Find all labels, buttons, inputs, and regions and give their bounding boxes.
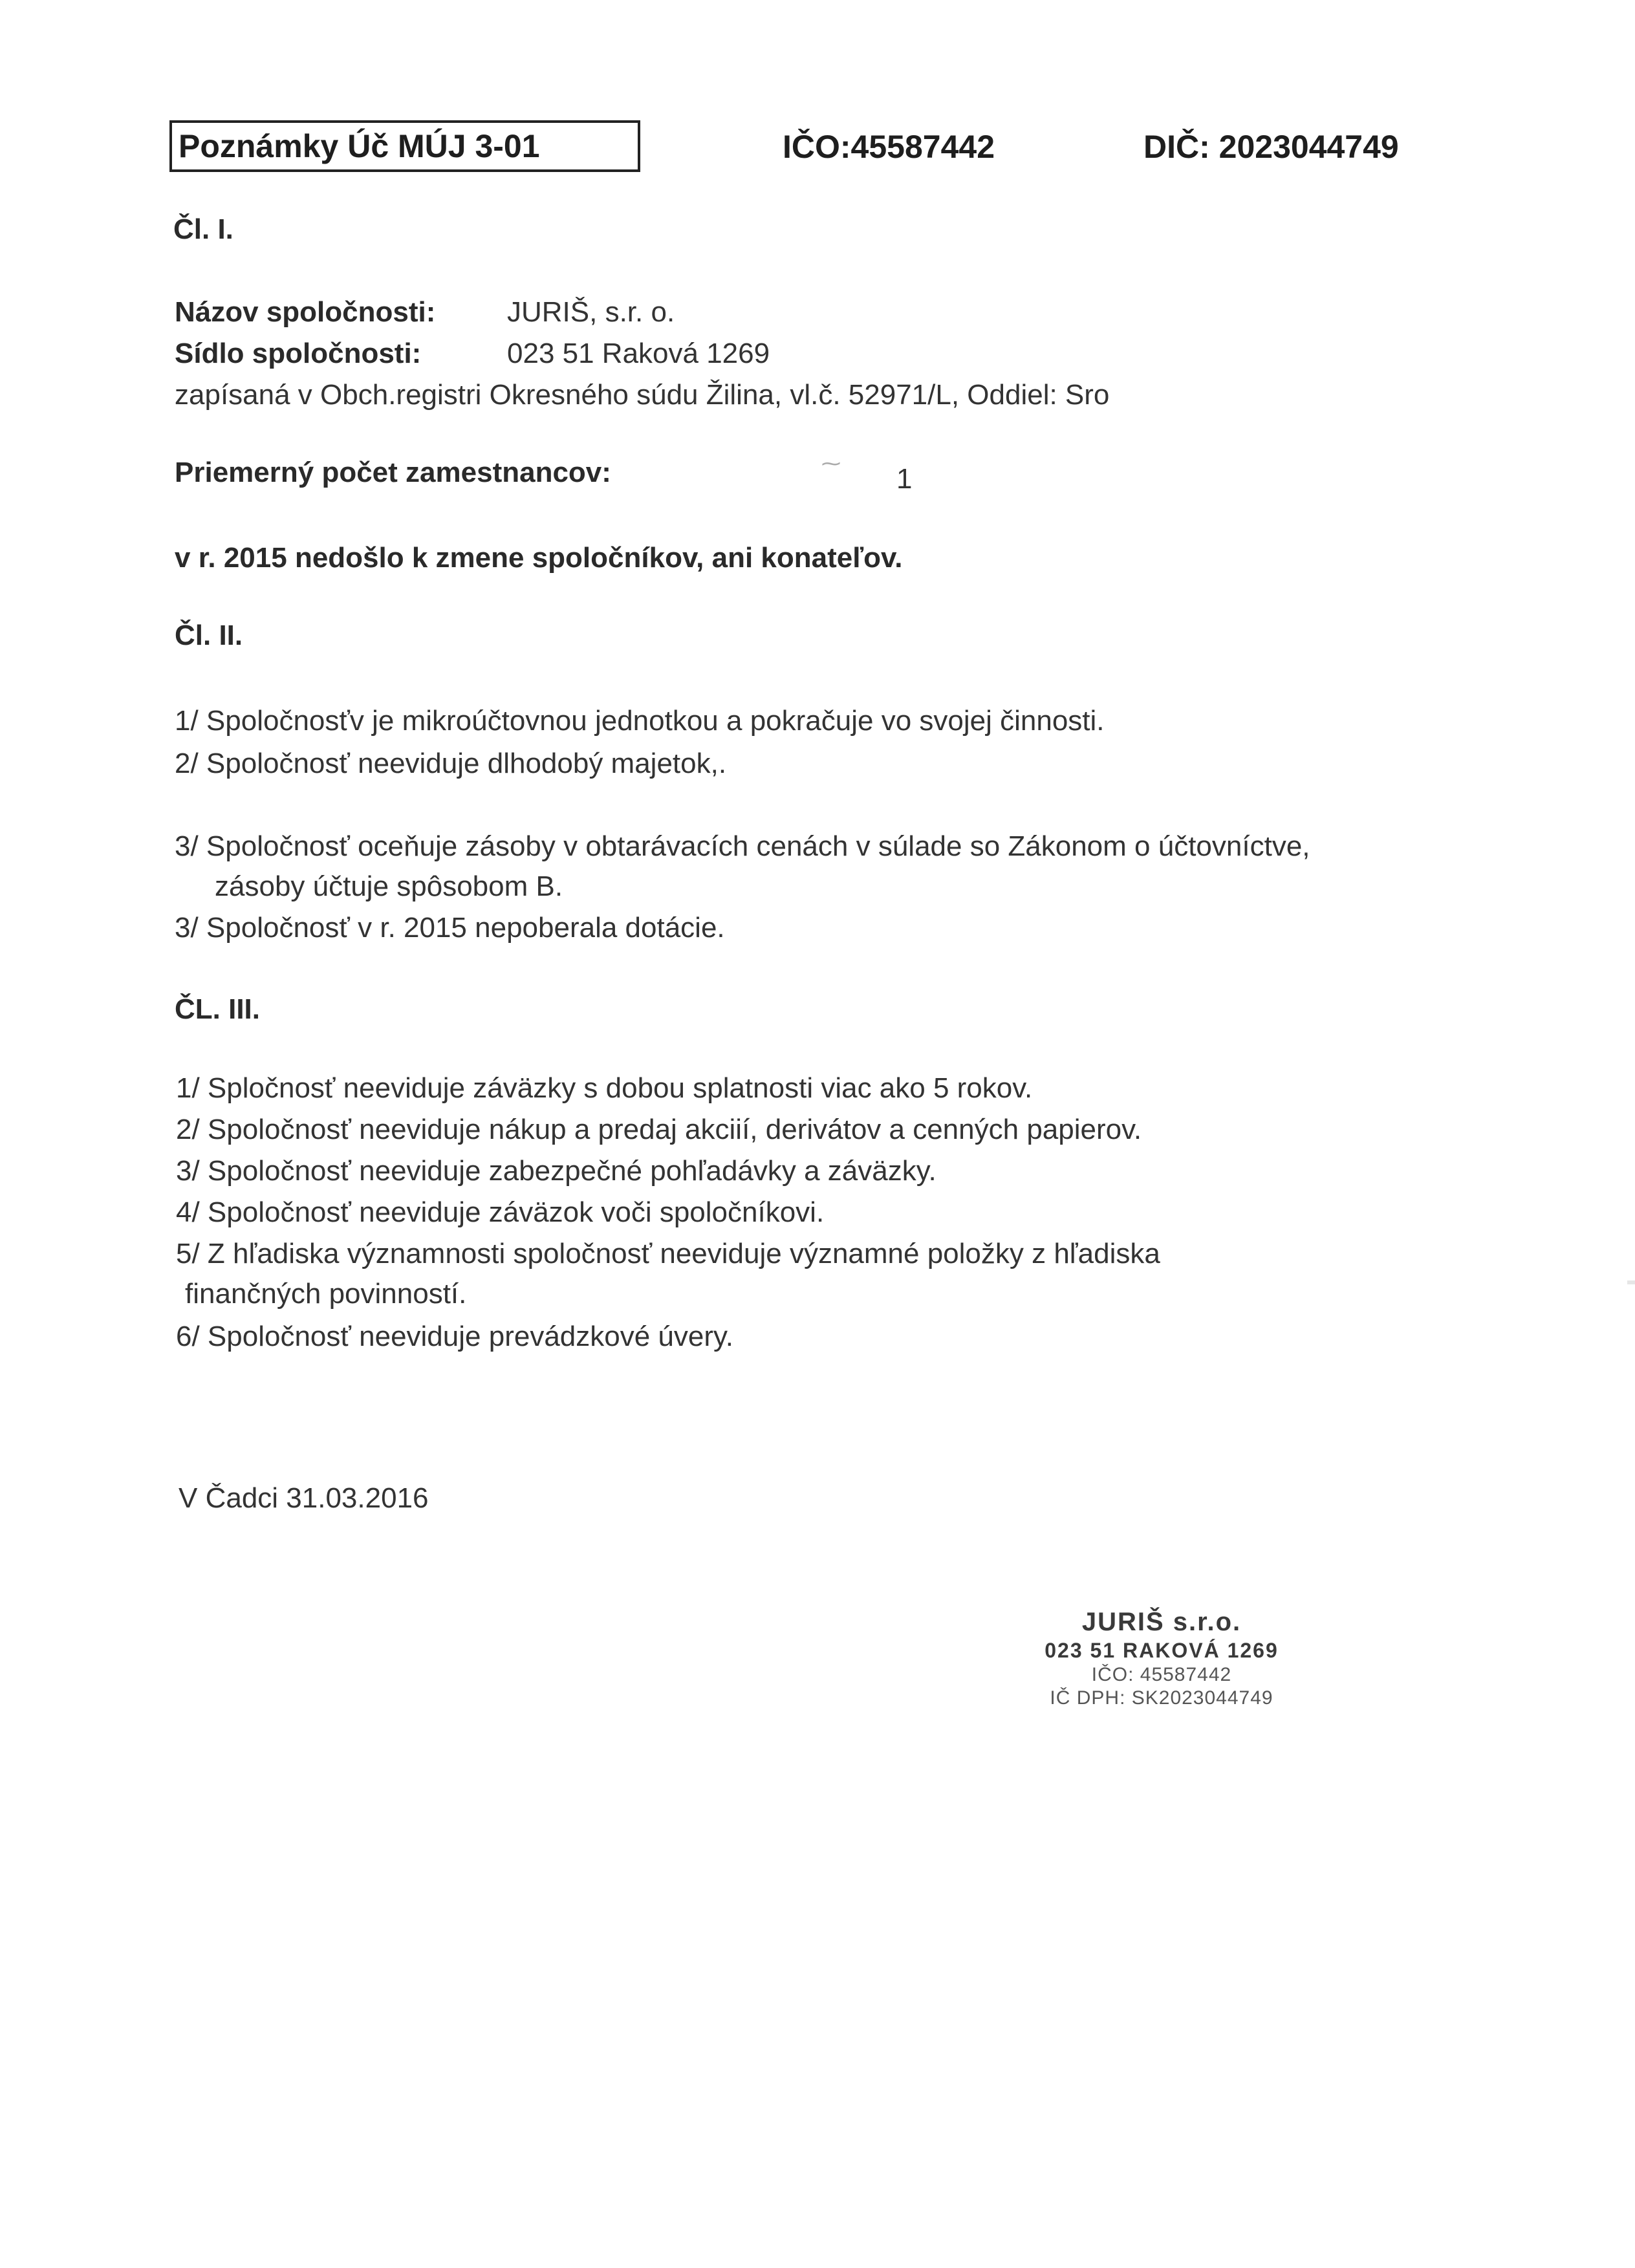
- no-change-statement: v r. 2015 nedošlo k zmene spoločníkov, ani konateľov.: [175, 542, 903, 574]
- company-stamp: [1019, 1606, 1304, 1710]
- section-3-line: 4/ Spoločnosť neeviduje záväzok voči spoločníkovi.: [176, 1196, 825, 1228]
- section-2-line: 3/ Spoločnosť oceňuje zásoby v obtarávacích cenách v súlade so Zákonom o účtovníctve,: [175, 830, 1310, 862]
- section-3-line: 1/ Spločnosť neeviduje záväzky s dobou splatnosti viac ako 5 rokov.: [176, 1072, 1033, 1104]
- document-title: Poznámky Úč MÚJ 3-01: [179, 128, 540, 164]
- ico-number: IČO:45587442: [783, 129, 995, 165]
- stamp-ico: IČO: 45587442: [1091, 1664, 1232, 1685]
- stamp-company-name: JURIŠ s.r.o.: [1081, 1608, 1242, 1636]
- stamp-ic-dph: IČ DPH: SK2023044749: [1050, 1687, 1273, 1709]
- seat-label: Sídlo spoločnosti:: [175, 338, 422, 369]
- section-2-line: 3/ Spoločnosť v r. 2015 nepoberala dotácie.: [175, 912, 725, 944]
- registry-line: zapísaná v Obch.registri Okresného súdu Žilina, vl.č. 52971/L, Oddiel: Sro: [175, 379, 1110, 411]
- dic-number: DIČ: 2023044749: [1143, 129, 1399, 165]
- section-3-line: 5/ Z hľadiska významnosti spoločnosť neeviduje významné položky z hľadiska: [176, 1238, 1160, 1269]
- company-name-label: Názov spoločnosti:: [175, 296, 436, 328]
- scan-edge-mark: [1627, 1280, 1635, 1284]
- seat-value: 023 51 Raková 1269: [507, 338, 770, 369]
- section-3-line: 6/ Spoločnosť neeviduje prevádzkové úvery.: [176, 1321, 733, 1352]
- section-2-line: 2/ Spoločnosť neeviduje dlhodobý majetok,.: [175, 748, 727, 779]
- section-1-heading: Čl. I.: [173, 213, 233, 245]
- section-2-line: zásoby účtuje spôsobom B.: [215, 870, 563, 902]
- section-3-heading: ČL. III.: [175, 993, 260, 1025]
- section-3-line: 3/ Spoločnosť neeviduje zabezpečné pohľadávky a záväzky.: [176, 1155, 937, 1187]
- company-name-value: JURIŠ, s.r. o.: [507, 296, 675, 328]
- stamp-address: 023 51 RAKOVÁ 1269: [1045, 1639, 1279, 1662]
- employees-label: Priemerný počet zamestnancov:: [175, 457, 611, 488]
- section-3-line: 2/ Spoločnosť neeviduje nákup a predaj akciií, derivátov a cenných papierov.: [176, 1114, 1142, 1145]
- section-2-heading: Čl. II.: [175, 620, 243, 651]
- pen-mark: ⁓: [821, 453, 841, 475]
- section-3-line: finančných povinností.: [185, 1278, 467, 1310]
- section-2-line: 1/ Spoločnosťv je mikroúčtovnou jednotkou a pokračuje vo svojej činnosti.: [175, 705, 1105, 737]
- place-and-date: V Čadci 31.03.2016: [179, 1482, 429, 1514]
- document-title-box: [169, 120, 640, 172]
- employees-value: 1: [896, 463, 913, 495]
